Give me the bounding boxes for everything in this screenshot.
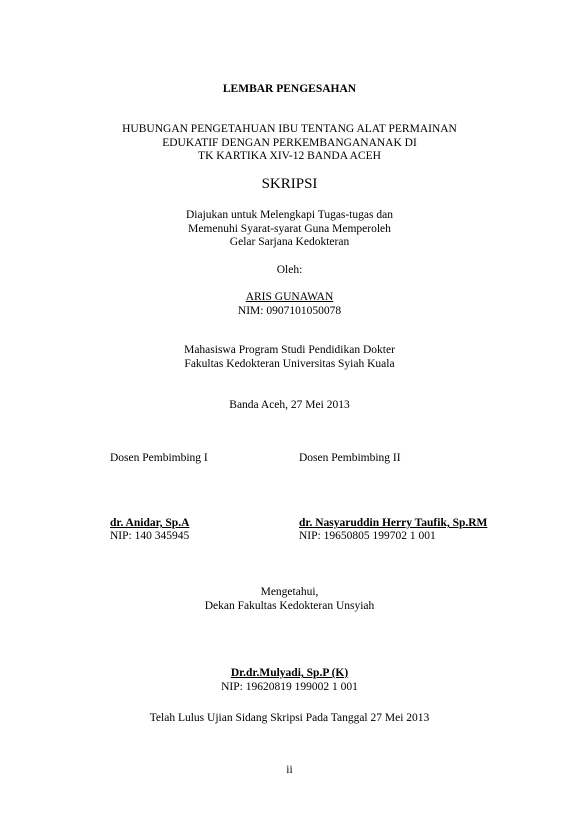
thesis-title bbox=[0, 123, 579, 164]
affiliation-line: Fakultas Kedokteran Universitas Syiah Kuala bbox=[184, 357, 395, 370]
thesis-title-line: TK KARTIKA XIV-12 BANDA ACEH bbox=[198, 150, 381, 162]
author-nim: NIM: 0907101050078 bbox=[237, 304, 342, 317]
supervisor-1-role: Dosen Pembimbing I bbox=[110, 452, 208, 464]
purpose-line: Gelar Sarjana Kedokteran bbox=[229, 236, 350, 248]
purpose-line: Diajukan untuk Melengkapi Tugas-tugas dan bbox=[186, 209, 393, 221]
place-date: Banda Aceh, 27 Mei 2013 bbox=[229, 399, 350, 411]
thesis-title-line: HUBUNGAN PENGETAHUAN IBU TENTANG ALAT PERMAINAN bbox=[122, 123, 457, 135]
supervisor-2-name: dr. Nasyaruddin Herry Taufik, Sp.RM bbox=[299, 517, 488, 529]
affiliation bbox=[0, 344, 579, 371]
purpose-line: Memenuhi Syarat-syarat Guna Memperoleh bbox=[188, 222, 391, 235]
supervisor-1-nip: NIP: 140 345945 bbox=[110, 530, 190, 542]
thesis-title-line: EDUKATIF DENGAN PERKEMBANGANANAK DI bbox=[162, 136, 417, 149]
supervisor-2-nip: NIP: 19650805 199702 1 001 bbox=[299, 530, 436, 542]
acknowledge-block bbox=[0, 586, 579, 613]
acknowledge-label: Mengetahui, bbox=[260, 586, 319, 598]
dean-name: Dr.dr.Mulyadi, Sp.P (K) bbox=[230, 667, 349, 679]
document-type: SKRIPSI bbox=[261, 176, 318, 192]
supervisor-1-name: dr. Anidar, Sp.A bbox=[110, 517, 190, 529]
dean-position: Dekan Fakultas Kedokteran Unsyiah bbox=[204, 599, 375, 612]
author-name: ARIS GUNAWAN bbox=[245, 291, 334, 303]
page-heading: LEMBAR PENGESAHAN bbox=[222, 83, 357, 95]
affiliation-line: Mahasiswa Program Studi Pendidikan Dokter bbox=[184, 344, 395, 356]
exam-statement: Telah Lulus Ujian Sidang Skripsi Pada Tanggal 27 Mei 2013 bbox=[149, 712, 430, 724]
purpose-statement bbox=[0, 209, 579, 250]
dean-nip: NIP: 19620819 199002 1 001 bbox=[221, 680, 358, 693]
page-number: ii bbox=[286, 764, 293, 776]
dean-block bbox=[0, 667, 579, 694]
supervisor-2-role: Dosen Pembimbing II bbox=[299, 452, 401, 464]
by-label: Oleh: bbox=[276, 264, 303, 276]
author-block bbox=[0, 291, 579, 318]
